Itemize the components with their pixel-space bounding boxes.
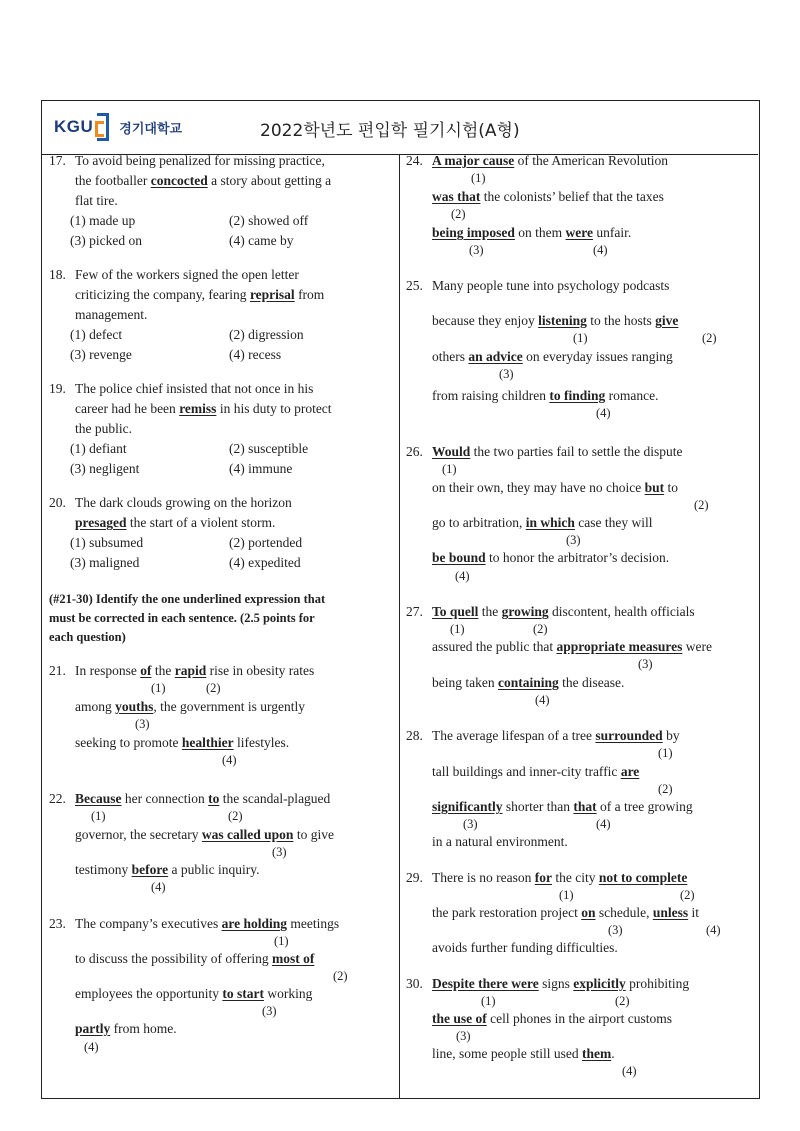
text-segment: a public inquiry. <box>168 862 260 877</box>
exam-header <box>42 101 758 155</box>
option-2: (2) showed off <box>229 213 309 228</box>
question-number: 26. <box>406 444 423 459</box>
underlined-expression: being imposed <box>432 225 515 240</box>
text-segment: discontent, health officials <box>548 604 695 619</box>
question-text <box>75 1021 177 1037</box>
question-text <box>75 735 289 751</box>
text-segment: to honor the arbitrator’s decision. <box>485 550 670 565</box>
question-number: 25. <box>406 278 423 293</box>
underlined-expression: partly <box>75 1021 111 1036</box>
marker-2: (2) <box>451 207 466 221</box>
question-text: in a natural environment. <box>432 834 568 849</box>
marker-4: (4) <box>706 923 721 937</box>
text-segment: tall buildings and inner-city traffic <box>432 764 621 779</box>
question-text <box>432 388 658 404</box>
text-segment: the <box>151 663 175 678</box>
option-3: (3) picked on <box>70 233 142 248</box>
question-text <box>75 173 331 189</box>
text-segment: cell phones in the airport customs <box>486 1011 672 1026</box>
question-text: flat tire. <box>75 193 118 208</box>
question-text <box>432 349 673 365</box>
underlined-expression: an advice <box>468 349 523 364</box>
marker-4: (4) <box>84 1040 99 1054</box>
marker-2: (2) <box>228 809 243 823</box>
text-segment: the city <box>551 870 599 885</box>
question-text <box>432 799 693 815</box>
question-text <box>75 862 259 878</box>
question-text <box>75 515 275 531</box>
question-text <box>432 728 680 744</box>
question-text <box>432 675 624 691</box>
question-text <box>75 287 324 303</box>
question-number: 29. <box>406 870 423 885</box>
text-segment: line, some people still used <box>432 1046 582 1061</box>
marker-3: (3) <box>463 817 478 831</box>
logo-text: KGU <box>54 117 94 136</box>
text-segment: among <box>75 699 116 714</box>
text-segment: it <box>688 905 699 920</box>
underlined-expression: Despite there were <box>432 976 539 991</box>
marker-3: (3) <box>456 1029 471 1043</box>
marker-4: (4) <box>596 817 611 831</box>
text-segment: to the hosts <box>586 313 656 328</box>
question-text <box>432 225 631 241</box>
underlined-expression: significantly <box>432 799 503 814</box>
underlined-expression: not to complete <box>598 870 688 885</box>
question-text <box>432 764 639 780</box>
underlined-expression: growing <box>501 604 549 619</box>
underlined-expression: for <box>534 870 552 885</box>
marker-3: (3) <box>262 1004 277 1018</box>
marker-1: (1) <box>151 681 166 695</box>
question-text <box>432 189 664 205</box>
text-segment: go to arbitration, <box>432 515 526 530</box>
underlined-expression: was that <box>432 189 481 204</box>
university-logo <box>54 111 182 143</box>
question-number: 30. <box>406 976 423 991</box>
underlined-expression: containing <box>497 675 559 690</box>
marker-4: (4) <box>222 753 237 767</box>
question-text: avoids further funding difficulties. <box>432 940 618 955</box>
option-2: (2) digression <box>229 327 304 342</box>
text-segment: from raising children <box>432 388 550 403</box>
underlined-expression: A major cause <box>432 153 515 168</box>
question-text: Few of the workers signed the open letter <box>75 267 299 282</box>
question-text <box>432 905 699 921</box>
marker-4: (4) <box>622 1064 637 1078</box>
text-segment: There is no reason <box>432 870 535 885</box>
option-2: (2) susceptible <box>229 441 309 456</box>
text-segment: working <box>263 986 313 1001</box>
underlined-expression: Would <box>432 444 471 459</box>
underlined-expression: were <box>565 225 594 240</box>
logo-mark-icon <box>95 113 113 141</box>
marker-2: (2) <box>333 969 348 983</box>
underlined-expression: are holding <box>221 916 287 931</box>
text-segment: lifestyles. <box>233 735 290 750</box>
option-1: (1) subsumed <box>70 535 144 550</box>
underlined-word: reprisal <box>249 287 295 302</box>
marker-2: (2) <box>615 994 630 1008</box>
text-segment: testimony <box>75 862 132 877</box>
marker-4: (4) <box>535 693 550 707</box>
text-segment: romance. <box>605 388 659 403</box>
text-segment: others <box>432 349 469 364</box>
question-text: the public. <box>75 421 132 436</box>
underlined-expression: on <box>581 905 596 920</box>
underlined-expression: that <box>573 799 597 814</box>
text-segment: the <box>478 604 502 619</box>
text-segment: were <box>682 639 712 654</box>
underlined-expression: give <box>655 313 679 328</box>
underlined-word: remiss <box>179 401 217 416</box>
marker-3: (3) <box>135 717 150 731</box>
marker-1: (1) <box>471 171 486 185</box>
marker-4: (4) <box>455 569 470 583</box>
marker-3: (3) <box>608 923 623 937</box>
question-number: 23. <box>49 916 66 931</box>
option-4: (4) immune <box>229 461 293 476</box>
option-1: (1) defiant <box>70 441 127 456</box>
text-segment: the start of a violent storm. <box>126 515 276 530</box>
option-3: (3) maligned <box>70 555 140 570</box>
underlined-expression: listening <box>538 313 587 328</box>
marker-3: (3) <box>638 657 653 671</box>
text-segment: on them <box>514 225 566 240</box>
text-segment: case they will <box>574 515 653 530</box>
university-name: 경기대학교 <box>119 121 183 137</box>
marker-1: (1) <box>481 994 496 1008</box>
underlined-expression: surrounded <box>595 728 663 743</box>
underlined-expression: are <box>620 764 640 779</box>
text-segment: of the American Revolution <box>514 153 668 168</box>
text-segment: career had he been <box>75 401 180 416</box>
text-segment: being taken <box>432 675 498 690</box>
underlined-expression: of <box>140 663 152 678</box>
question-number: 17. <box>49 153 66 168</box>
marker-1: (1) <box>450 622 465 636</box>
question-text <box>432 313 678 329</box>
marker-3: (3) <box>499 367 514 381</box>
underlined-expression: to start <box>222 986 264 1001</box>
text-segment: a story about getting a <box>207 173 332 188</box>
marker-1: (1) <box>442 462 457 476</box>
option-1: (1) made up <box>70 213 136 228</box>
question-text <box>432 1046 615 1062</box>
marker-3: (3) <box>566 533 581 547</box>
text-segment: because they enjoy <box>432 313 539 328</box>
underlined-expression: them <box>581 1046 612 1061</box>
question-number: 20. <box>49 495 66 510</box>
text-segment: the colonists’ belief that the taxes <box>480 189 664 204</box>
text-segment: schedule, <box>595 905 653 920</box>
text-segment: the footballer <box>75 173 151 188</box>
question-number: 24. <box>406 153 423 168</box>
text-segment: unfair. <box>593 225 632 240</box>
text-segment: assured the public that <box>432 639 557 654</box>
question-text <box>432 515 653 531</box>
question-number: 28. <box>406 728 423 743</box>
text-segment: the scandal-plagued <box>219 791 331 806</box>
text-segment: to give <box>293 827 334 842</box>
exam-title: 2022학년도 편입학 필기시험(A형) <box>260 121 520 141</box>
underlined-expression: youths <box>115 699 154 714</box>
option-3: (3) revenge <box>70 347 132 362</box>
question-text <box>432 1011 672 1027</box>
text-segment: the park restoration project <box>432 905 582 920</box>
question-text <box>75 827 334 843</box>
question-text <box>432 550 669 566</box>
marker-1: (1) <box>559 888 574 902</box>
underlined-expression: healthier <box>181 735 234 750</box>
underlined-expression: before <box>131 862 169 877</box>
underlined-expression: unless <box>652 905 689 920</box>
text-segment: the two parties fail to settle the dispute <box>470 444 683 459</box>
marker-4: (4) <box>593 243 608 257</box>
question-text <box>432 976 689 992</box>
underlined-expression: to finding <box>549 388 606 403</box>
option-4: (4) expedited <box>229 555 301 570</box>
question-text <box>432 870 687 886</box>
marker-1: (1) <box>91 809 106 823</box>
underlined-expression: rapid <box>174 663 207 678</box>
question-number: 19. <box>49 381 66 396</box>
question-text: To avoid being penalized for missing practice, <box>75 153 325 168</box>
question-text <box>432 604 695 620</box>
text-segment: The company’s executives <box>75 916 222 931</box>
marker-2: (2) <box>680 888 695 902</box>
question-text <box>75 916 339 932</box>
question-number: 22. <box>49 791 66 806</box>
option-3: (3) negligent <box>70 461 140 476</box>
text-segment: of a tree growing <box>596 799 693 814</box>
question-number: 21. <box>49 663 66 678</box>
option-4: (4) came by <box>229 233 294 248</box>
text-segment: in his duty to protect <box>216 401 332 416</box>
marker-1: (1) <box>658 746 673 760</box>
text-segment: the disease. <box>558 675 625 690</box>
text-segment: In response <box>75 663 141 678</box>
underlined-expression: the use of <box>432 1011 487 1026</box>
question-text <box>75 699 305 715</box>
text-segment: shorter than <box>502 799 574 814</box>
text-segment: her connection <box>121 791 209 806</box>
text-segment: signs <box>538 976 574 991</box>
marker-3: (3) <box>469 243 484 257</box>
underlined-expression: Because <box>75 791 122 806</box>
option-4: (4) recess <box>229 347 282 362</box>
question-text: The police chief insisted that not once in his <box>75 381 314 396</box>
option-2: (2) portended <box>229 535 303 550</box>
marker-4: (4) <box>151 880 166 894</box>
question-number: 18. <box>49 267 66 282</box>
text-segment: criticizing the company, fearing <box>75 287 250 302</box>
underlined-expression: in which <box>525 515 575 530</box>
question-text <box>432 639 712 655</box>
marker-2: (2) <box>702 331 717 345</box>
text-segment: rise in obesity rates <box>206 663 315 678</box>
question-text <box>75 951 314 967</box>
text-segment: by <box>662 728 680 743</box>
marker-2: (2) <box>658 782 673 796</box>
text-segment: to <box>664 480 678 495</box>
question-number: 27. <box>406 604 423 619</box>
column-divider <box>399 155 400 1098</box>
question-text <box>432 444 682 460</box>
text-segment: from <box>294 287 325 302</box>
question-text <box>75 663 314 679</box>
underlined-expression: to <box>208 791 220 806</box>
text-segment: governor, the secretary <box>75 827 202 842</box>
marker-1: (1) <box>274 934 289 948</box>
marker-2: (2) <box>694 498 709 512</box>
underlined-expression: but <box>644 480 665 495</box>
text-segment: from home. <box>110 1021 177 1036</box>
text-segment: to discuss the possibility of offering <box>75 951 272 966</box>
text-segment: The average lifespan of a tree <box>432 728 596 743</box>
underlined-expression: most of <box>272 951 315 966</box>
text-segment: on everyday issues ranging <box>522 349 673 364</box>
underlined-word: concocted <box>150 173 208 188</box>
text-segment: on their own, they may have no choice <box>432 480 645 495</box>
question-text <box>432 480 678 496</box>
underlined-word: presaged <box>75 515 127 530</box>
underlined-expression: be bound <box>432 550 486 565</box>
text-segment: , the government is urgently <box>153 699 305 714</box>
option-1: (1) defect <box>70 327 123 342</box>
question-text <box>75 401 332 417</box>
marker-3: (3) <box>272 845 287 859</box>
underlined-expression: was called upon <box>201 827 294 842</box>
marker-4: (4) <box>596 406 611 420</box>
underlined-expression: To quell <box>432 604 479 619</box>
question-text: Many people tune into psychology podcasts <box>432 278 670 293</box>
marker-1: (1) <box>573 331 588 345</box>
text-segment: prohibiting <box>625 976 690 991</box>
text-segment: . <box>611 1046 615 1061</box>
text-segment: seeking to promote <box>75 735 182 750</box>
question-text: management. <box>75 307 148 322</box>
question-text: The dark clouds growing on the horizon <box>75 495 292 510</box>
text-segment: meetings <box>286 916 340 931</box>
text-segment: employees the opportunity <box>75 986 223 1001</box>
question-text <box>432 153 668 169</box>
underlined-expression: explicitly <box>573 976 626 991</box>
marker-2: (2) <box>533 622 548 636</box>
question-text <box>75 791 330 807</box>
question-text <box>75 986 312 1002</box>
underlined-expression: appropriate measures <box>556 639 683 654</box>
marker-2: (2) <box>206 681 221 695</box>
